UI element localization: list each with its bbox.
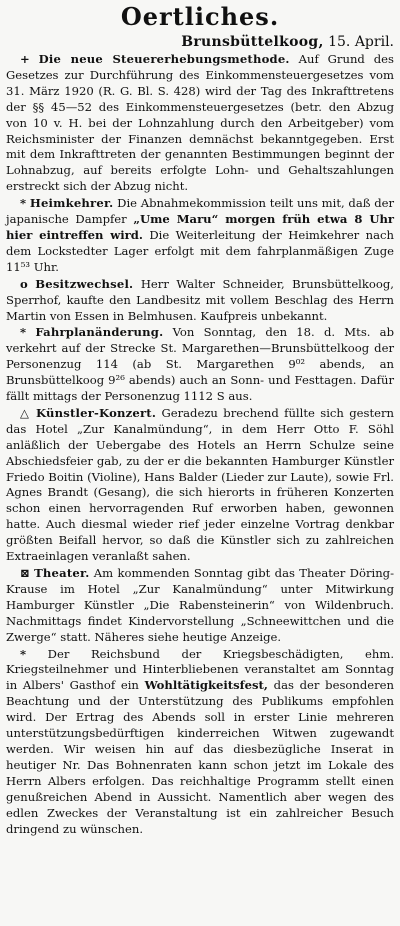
plus-mark-icon: + bbox=[20, 52, 30, 66]
asterisk-mark-icon: * bbox=[20, 646, 27, 661]
article-text: Am kommenden Sonntag gibt das Theater Döring-Krause im Hotel „Zur Kanalmündung“ unter Mitwirkung Hamburger Künstler „Die Rabensteinerin“ von Wildenbruch. Nachmittags findet Kindervorstellung „Schneewittchen und die Zwerge“ statt. Näheres siehe heutige Anzeige. bbox=[6, 566, 395, 644]
article-text: das der besonderen Beachtung und der Unterstützung des Publikums empfohlen wird. Der Ertrag des Abends soll in erster Linie mehreren unterstützungsbedürftigen kinderreichen Witwen zugewandt werden. Wir weisen hin auf das diesbezügliche Inserat in heutiger Nr. Das Bohnenraten kann schon jetzt im Lokale des Herrn Albers erfolgen. Das reichhaltige Programm stellt einen genußreichen Abend in Aussicht. Namentlich aber wegen des edlen Zweckes der Veranstaltung ist ein zahlreicher Besuch dringend zu wünschen. bbox=[6, 678, 394, 836]
article-text: Die Abnahmekommission teilt uns mit, daß der japanische Dampfer bbox=[6, 196, 395, 227]
dateline bbox=[6, 33, 394, 51]
article-heimkehrer bbox=[6, 196, 394, 276]
article-fahrplanaenderung bbox=[6, 325, 394, 405]
article-title: Besitzwechsel. bbox=[35, 276, 134, 291]
article-steuererhebung bbox=[6, 52, 394, 195]
article-text: Die Weiterleitung der Heimkehrer nach dem Lockstedter Lager erfolgt mit dem fahrplanmäßigen Zuge 11⁵³ Uhr. bbox=[6, 227, 395, 274]
article-text: Von Sonntag, den 18. d. Mts. ab verkehrt auf der Strecke St. Margarethen—Brunsbüttelkoog der Personenzug 114 (ab St. Margarethen 9⁰² abends, an Brunsbüttelkoog 9²⁶ abends) auch an Sonn- und Festtagen. Dafür fällt mittags der Personenzug 1112 S aus. bbox=[6, 325, 395, 404]
article-title: Heimkehrer. bbox=[29, 196, 114, 211]
triangle-mark-icon: △ bbox=[20, 405, 31, 420]
article-text: Der Reichsbund der Kriegsbeschädigten, ehm. Kriegsteilnehmer und Hinterbliebenen veranstaltet am Sonntag in Albers' Gasthof ein bbox=[6, 646, 395, 693]
article-emphasis: „Ume Maru“ morgen früh etwa 8 Uhr hier eintreffen wird. bbox=[6, 212, 395, 242]
article-text: Auf Grund des Gesetzes zur Durchführung des Einkommensteuergesetzes vom 31. März 1920 (R. G. Bl. S. 428) wird der Tag des Inkrafttretens der §§ 45—52 des Einkommensteuergesetzes (betr. den Abzug von 10 v. H. bei der Lohnzahlung durch den Arbeitgeber) vom Reichsminister der Finanzen demnächst bekanntgegeben. Erst mit dem Inkrafttreten der genannten Bestimmungen beginnt der Lohnabzug, auf bereits erfolgte Lohn- und Gehaltszahlungen erstreckt sich der Abzug nicht. bbox=[6, 52, 394, 194]
article-title: Fahrplanänderung. bbox=[35, 325, 164, 340]
article-title: Theater. bbox=[34, 566, 90, 580]
article-theater bbox=[6, 566, 394, 646]
dateline-date: 15. April. bbox=[328, 34, 394, 50]
article-title: Die neue Steuererhebungsmethode. bbox=[38, 52, 290, 66]
boxed-mark-icon: ⊠ bbox=[20, 566, 30, 580]
asterisk-mark-icon: * bbox=[20, 325, 27, 340]
section-heading: Oertliches. bbox=[120, 2, 280, 31]
asterisk-mark-icon: * bbox=[20, 196, 27, 211]
article-text: Geradezu brechend füllte sich gestern das Hotel „Zur Kanalmündung“, in dem Herr Otto F. Söhl anläßlich der Uebergabe des Hotels an Herrn Schulze seine Abschiedsfeier gab, zu der er die bekannten Hamburger Künstler Friedo Boitin (Violine), Hans Balder (Lieder zur Laute), sowie Frl. Agnes Brandt (Gesang), die sich hierorts in früheren Konzerten schon einen hervorragenden Ruf erworben haben, gewonnen hatte. Auch diesmal wieder rief jeder einzelne Vortrag denkbar größten Beifall hervor, so daß die Künstler sich zu zahlreichen Extraeinlagen veranlaßt sahen. bbox=[6, 405, 394, 564]
article-title: Künstler-Konzert. bbox=[35, 405, 157, 420]
circle-mark-icon: o bbox=[20, 276, 28, 291]
article-wohltaetigkeitsfest bbox=[6, 647, 394, 838]
dateline-place: Brunsbüttelkoog, bbox=[181, 34, 324, 50]
article-besitzwechsel bbox=[6, 277, 394, 325]
article-emphasis: Wohltätigkeitsfest, bbox=[144, 678, 268, 693]
article-text: Herr Walter Schneider, Brunsbüttelkoog, Sperrhof, kaufte den Landbesitz mit vollem Beschlag des Herrn Martin von Essen in Belmhusen. Kaufpreis unbekannt. bbox=[6, 276, 394, 323]
article-kuenstler-konzert bbox=[6, 406, 394, 565]
